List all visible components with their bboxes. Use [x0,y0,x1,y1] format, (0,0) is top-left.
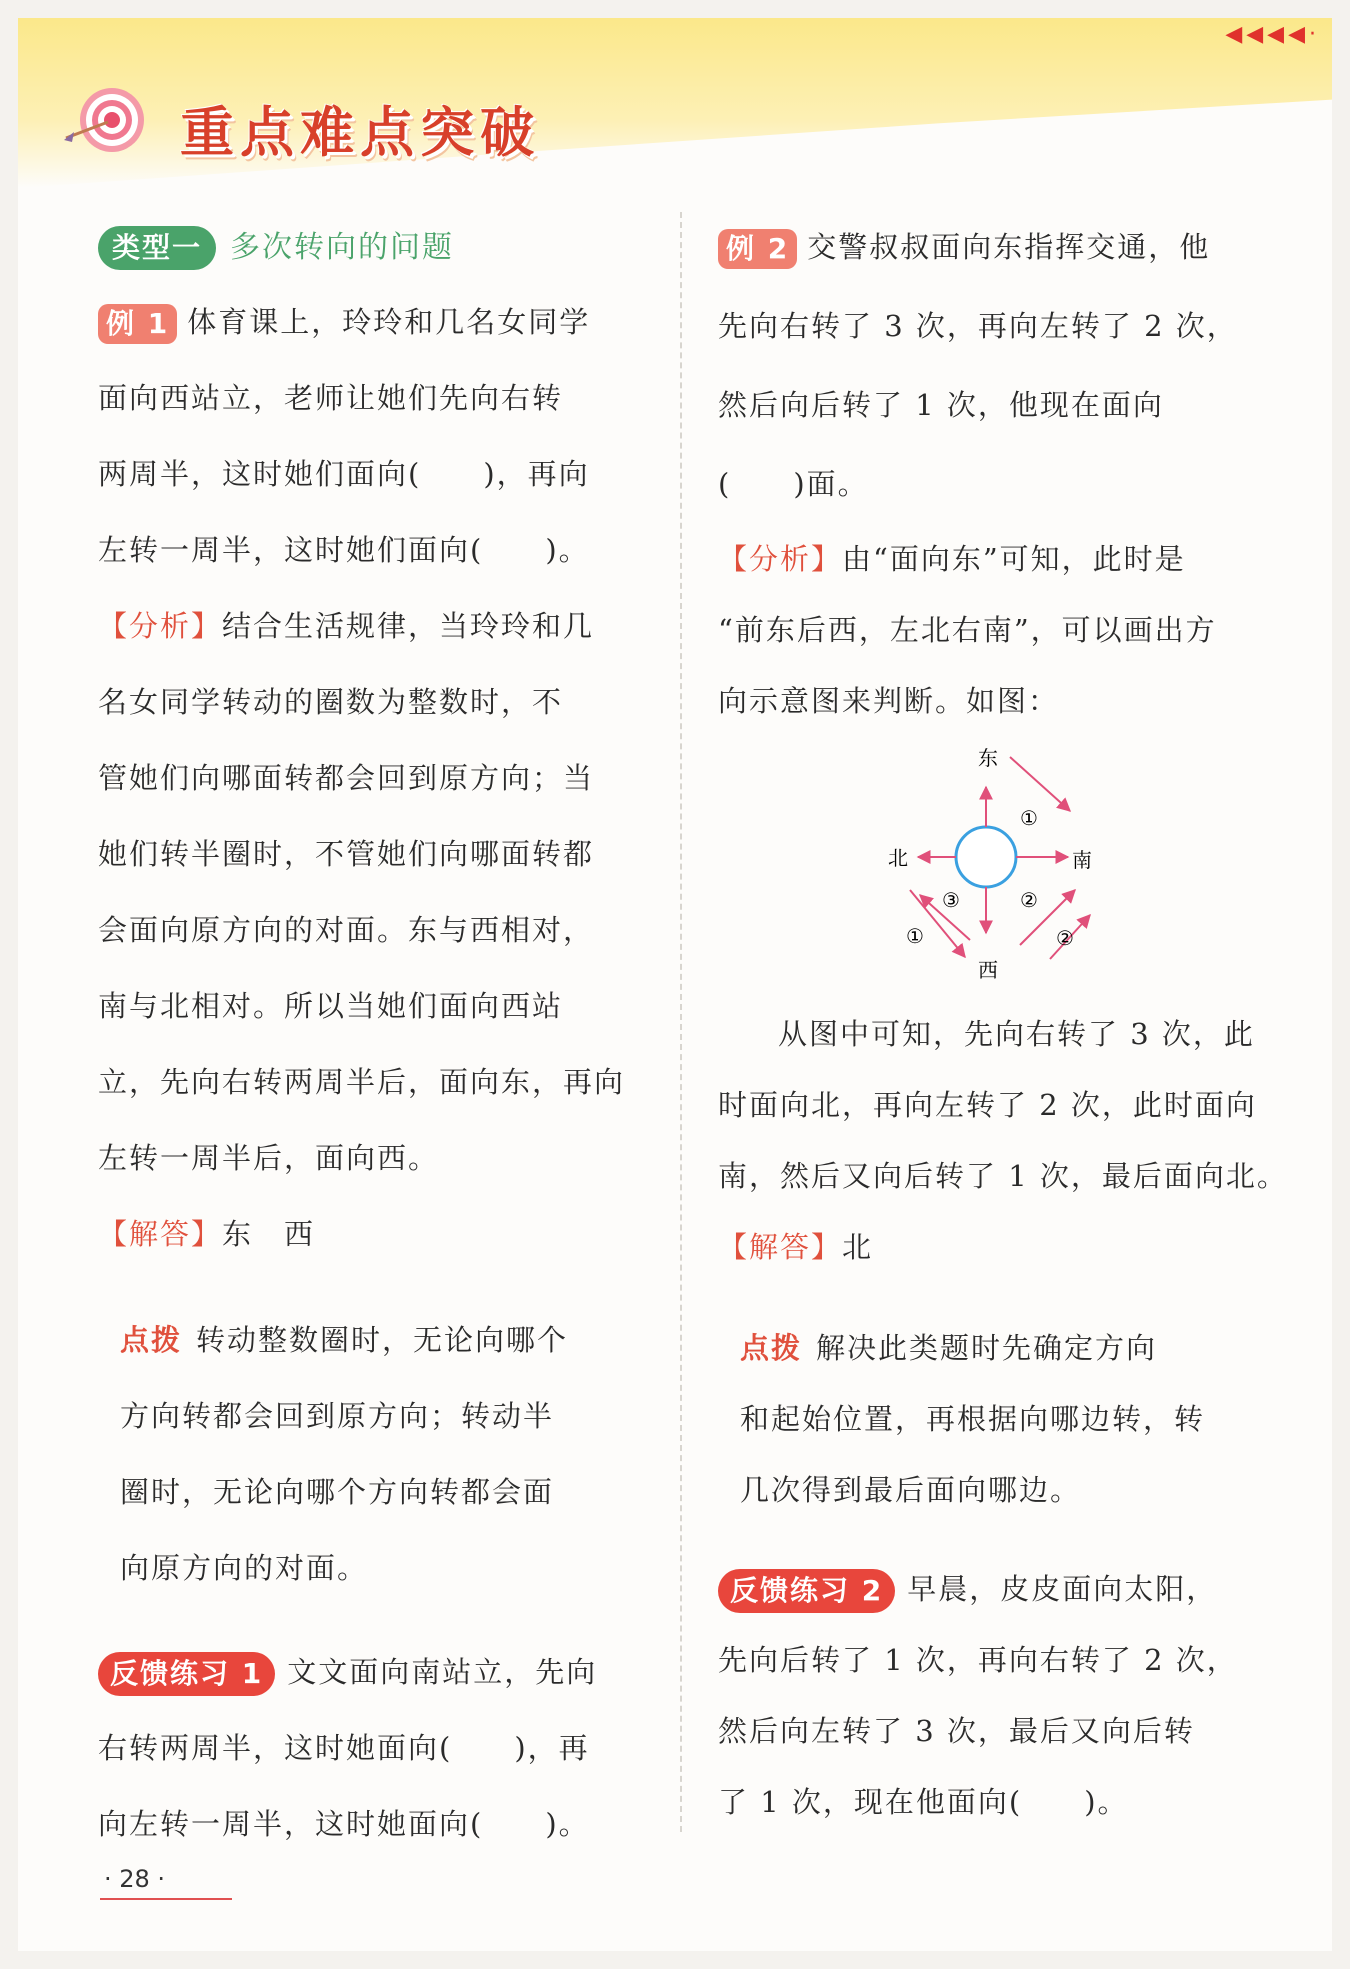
text-line: 左转一周半，这时她们面向( )。 [98,533,590,567]
text-line: 南与北相对。所以当她们面向西站 [98,989,564,1023]
label-west: 西 [978,958,998,982]
analysis-tag: 【分析】 [98,609,223,643]
text-line: 早晨，皮皮面向太阳， [907,1572,1218,1606]
tip-line [718,1313,1264,1384]
text-line: 转动整数圈时，无论向哪个 [196,1323,569,1357]
text-line: 她们转半圈时，不管她们向哪面转都 [98,837,595,871]
feedback-2-line [718,1554,1264,1625]
tip-line [98,1302,646,1378]
text-line: 解决此类题时先确定方向 [816,1331,1158,1365]
tip-label: 点拨 [740,1331,803,1365]
text-line: 然后向后转了 1 次，他现在面向 [718,388,1164,422]
example-1-line [98,284,646,360]
label-south: 南 [1072,848,1092,872]
text-line: 然后向左转了 3 次，最后又向后转 [718,1714,1195,1748]
type-heading [98,208,646,284]
text-line: 先向右转了 3 次，再向左转了 2 次， [718,309,1238,343]
left-column [98,208,646,1862]
feedback-1-line [98,1634,646,1710]
analysis-line [98,588,646,664]
mark: ① [1020,806,1038,830]
answer-tag: 【解答】 [98,1217,223,1251]
page-title: 重点难点突破 [180,101,540,164]
label-north: 北 [888,846,908,870]
text-line: 先向后转了 1 次，再向右转了 2 次， [718,1643,1238,1677]
analysis-line [718,524,1264,595]
feedback-2-tag: 反馈练习 2 [718,1569,895,1613]
text-line: 结合生活规律，当玲玲和几 [222,609,595,643]
text-line: 名女同学转动的圈数为整数时，不 [98,685,564,719]
text-line: 面向西站立，老师让她们先向右转 [98,381,564,415]
text-line: 南，然后又向后转了 1 次，最后面向北。 [718,1159,1288,1193]
answer-tag: 【解答】 [718,1230,843,1264]
text-line: ( )面。 [718,467,869,501]
text-line: 管她们向哪面转都会回到原方向；当 [98,761,595,795]
text-line: 从图中可知，先向右转了 3 次，此 [778,1017,1255,1051]
text-line: 方向转都会回到原方向；转动半 [120,1399,555,1433]
text-line: 和起始位置，再根据向哪边转，转 [740,1402,1206,1436]
mark: ① [906,924,924,948]
text-line: 由“面向东”可知，此时是 [842,542,1186,576]
text-line: 时面向北，再向左转了 2 次，此时面向 [718,1088,1257,1122]
page-number: · 28 · [104,1865,166,1893]
mark: ② [1020,888,1038,912]
feedback-1-tag: 反馈练习 1 [98,1652,275,1696]
label-east: 东 [978,746,998,770]
text-line: 会面向原方向的对面。东与西相对， [98,913,595,947]
text-line: 右转两周半，这时她面向( )，再 [98,1731,590,1765]
answer-line [718,1212,1264,1283]
example-1-tag: 例 1 [98,304,177,344]
page-number-rule [100,1898,232,1900]
text-line: 交警叔叔面向东指挥交通，他 [807,230,1211,264]
analysis-tag: 【分析】 [718,542,843,576]
type-tag: 类型一 [98,226,216,270]
text-line: 向左转一周半，这时她面向( )。 [98,1807,590,1841]
text-line: 圈时，无论向哪个方向转都会面 [120,1475,555,1509]
type-title: 多次转向的问题 [230,230,455,265]
target-icon [62,82,162,162]
header-arrows: ◀◀◀◀· [1225,22,1320,47]
right-column [718,208,1288,1838]
center-circle [956,827,1016,887]
answer-line [98,1196,646,1272]
text-line: 两周半，这时她们面向( )，再向 [98,457,590,491]
text-line: 体育课上，玲玲和几名女同学 [187,305,591,339]
text-line: 了 1 次，现在他面向( )。 [718,1785,1129,1819]
answer-text: 北 [842,1230,874,1264]
mark: ③ [942,888,960,912]
tip-label: 点拨 [120,1323,183,1357]
column-divider [680,212,682,1832]
text-line: “前东后西，左北右南”，可以画出方 [718,613,1217,647]
text-line: 向示意图来判断。如图： [718,684,1060,718]
mark: ② [1056,926,1074,950]
example-2-line [718,208,1264,287]
text-line: 左转一周半后，面向西。 [98,1141,440,1175]
text-line: 立，先向右转两周半后，面向东，再向 [98,1065,626,1099]
turn-arrow [1010,757,1070,811]
text-line: 向原方向的对面。 [120,1551,369,1585]
direction-diagram [860,745,1100,985]
text-line: 几次得到最后面向哪边。 [740,1473,1082,1507]
answer-text: 东 西 [222,1217,316,1251]
example-2-tag: 例 2 [718,229,797,269]
text-line: 文文面向南站立，先向 [287,1655,598,1689]
